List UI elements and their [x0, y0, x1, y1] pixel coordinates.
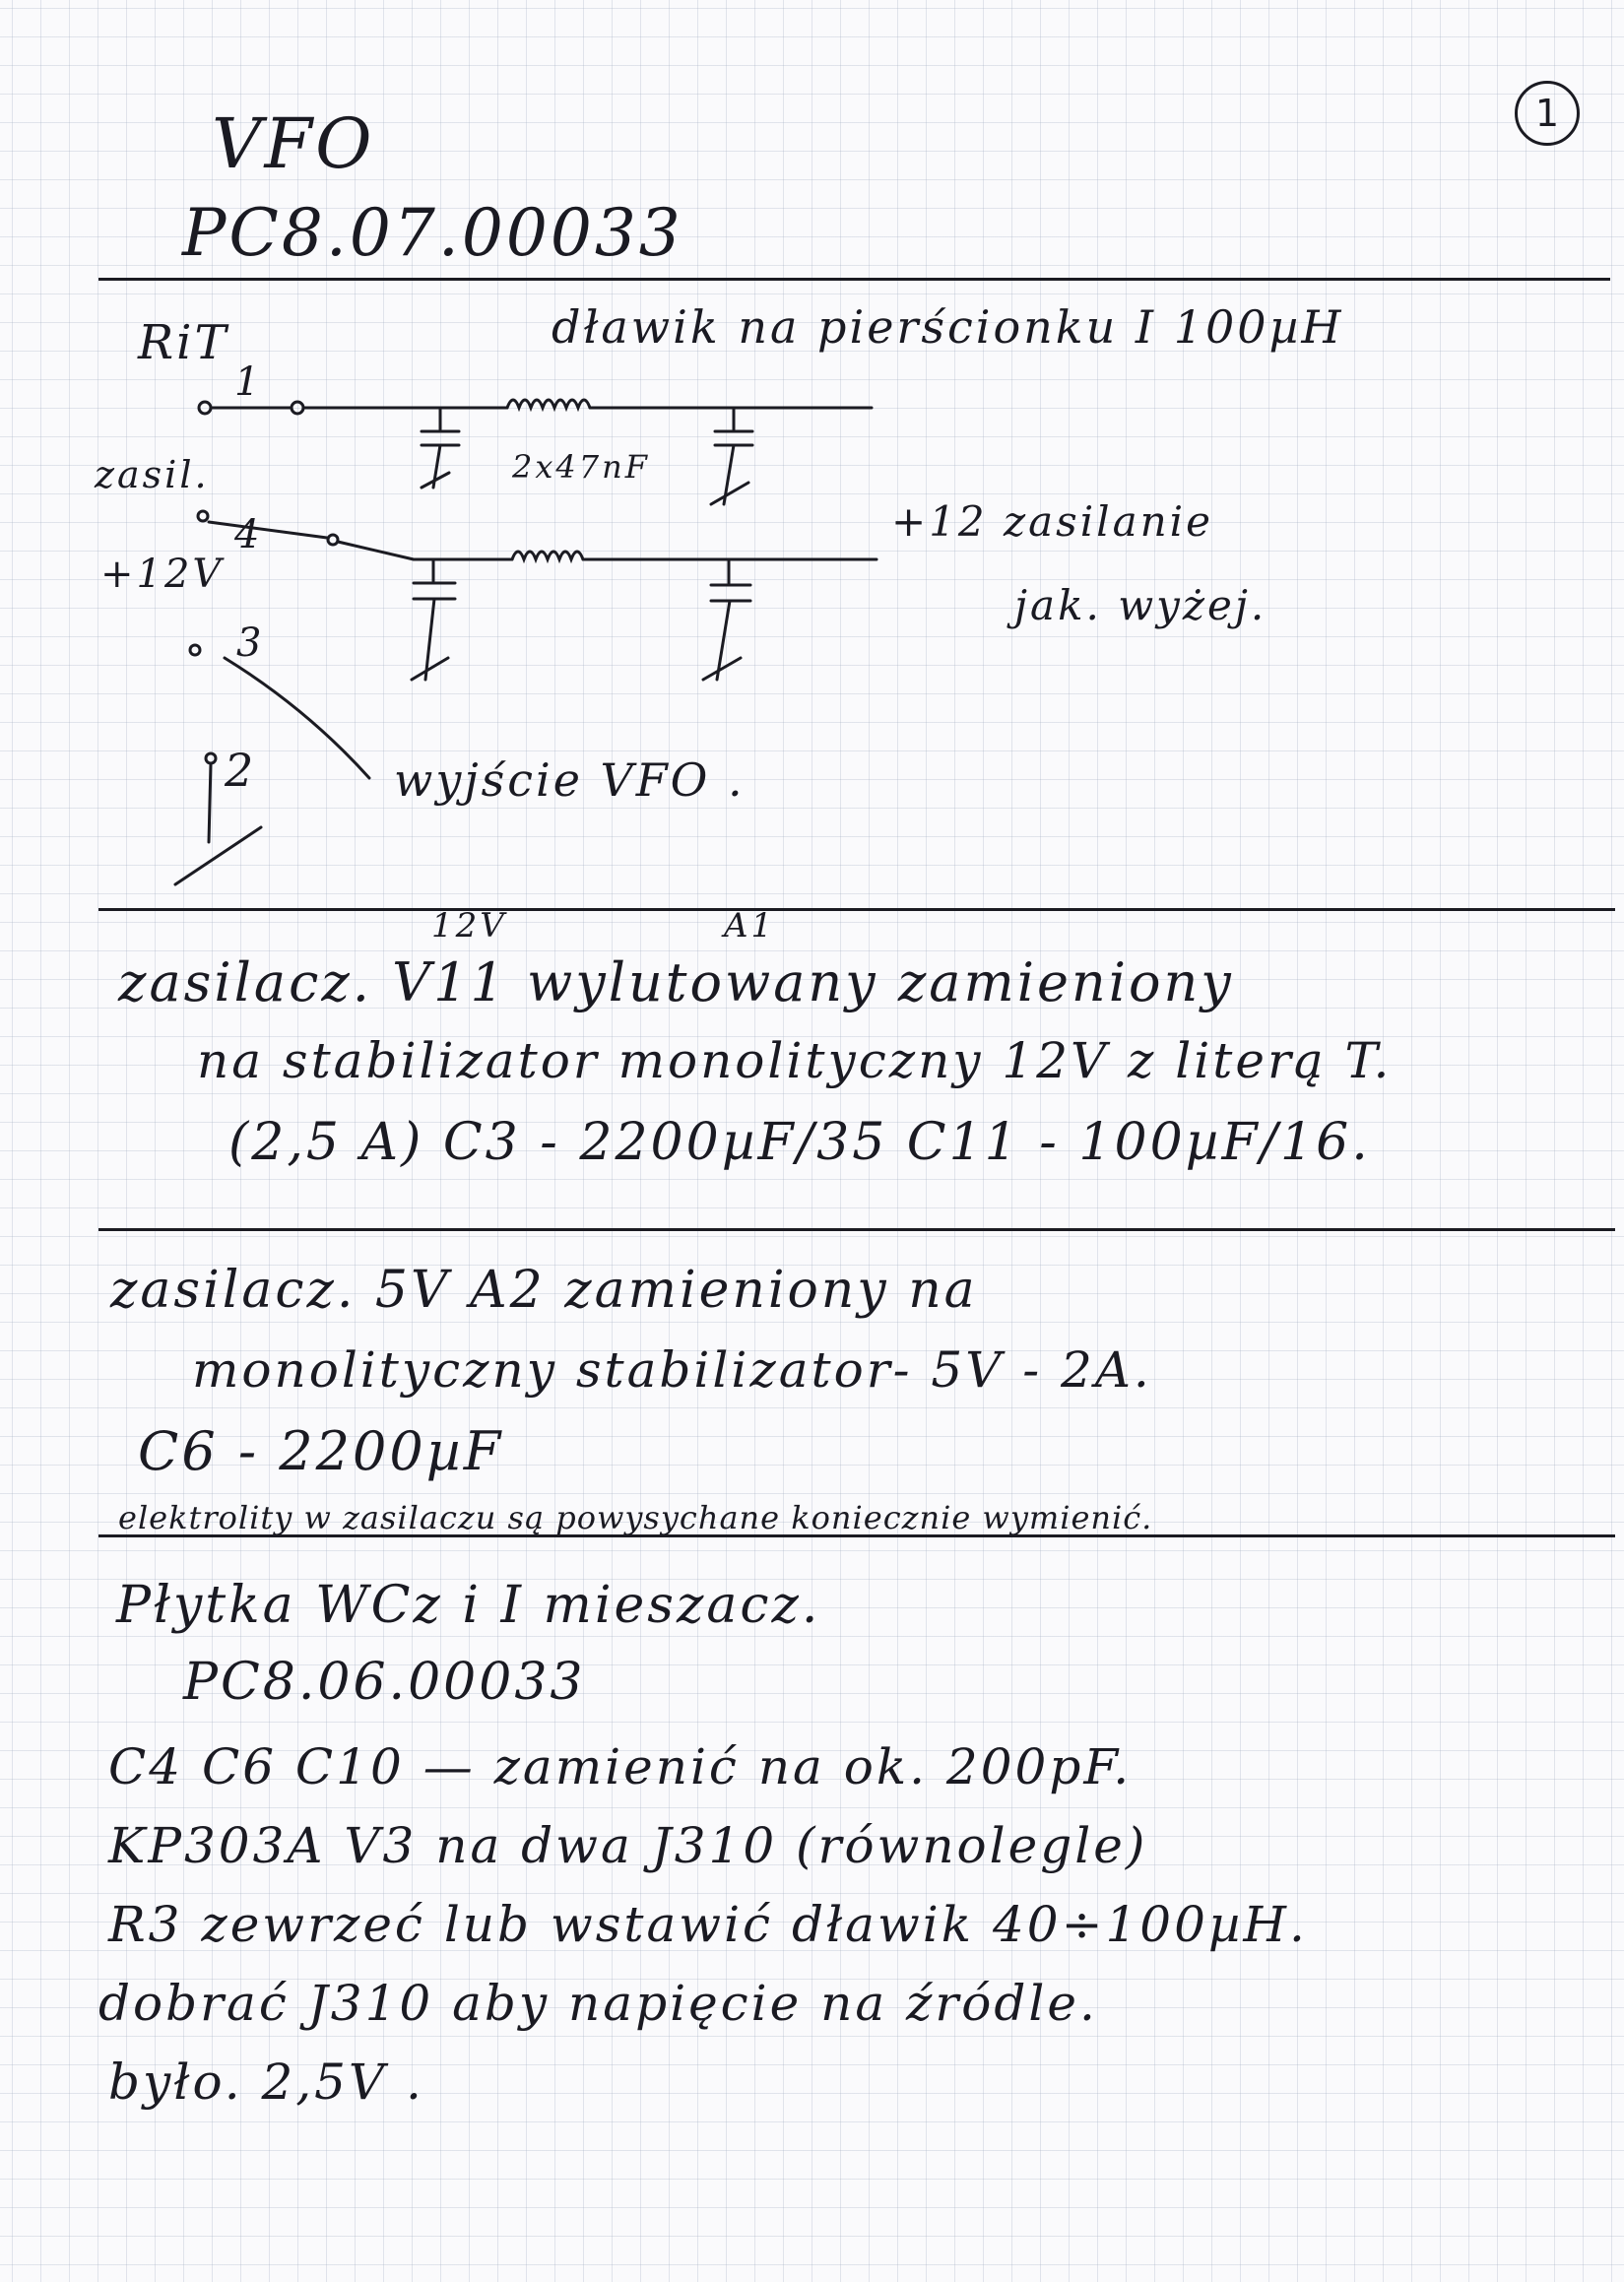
board-line-6: dobrać J310 aby napięcie na źródle.: [98, 1975, 1098, 2032]
supply5-line-2: monolityczny stabilizator- 5V - 2A.: [192, 1341, 1152, 1399]
zasil-label: zasil.: [95, 453, 210, 496]
divider: [98, 908, 1615, 911]
v12-label: +12V: [100, 552, 225, 597]
pin-1-label: 1: [234, 359, 263, 405]
board-line-4: KP303A V3 na dwa J310 (równolegle): [108, 1817, 1148, 1874]
header-title: VFO: [212, 103, 375, 184]
vfo-output-label: wyjście VFO .: [394, 753, 746, 807]
board-line-3: C4 C6 C10 — zamienić na ok. 200pF.: [108, 1738, 1133, 1795]
supply12-line-3: (2,5 A) C3 - 2200µF/35 C11 - 100µF/16.: [228, 1113, 1371, 1172]
supply12-note-a: 12V: [431, 906, 507, 945]
supply5-line-1: zasilacz. 5V A2 zamieniony na: [110, 1261, 978, 1320]
jak-wyzej-note: jak. wyżej.: [1014, 581, 1267, 629]
coil-note: dławik na pierścionku I 100µH: [552, 300, 1344, 354]
board-line-1: Płytka WCz i I mieszacz.: [116, 1576, 821, 1635]
rit-label: RiT: [138, 315, 229, 370]
cap-label: 2x47nF: [512, 448, 650, 486]
supply12-line-1: zasilacz. V11 wylutowany zamieniony: [118, 951, 1234, 1013]
divider: [98, 1228, 1615, 1231]
page-number-circle: 1: [1515, 81, 1580, 146]
board-line-7: było. 2,5V .: [108, 2054, 424, 2111]
header-code: PC8.07.00033: [182, 195, 683, 271]
supply5-note: elektrolity w zasilaczu są powysychane koniecznie wymienić.: [118, 1499, 1153, 1536]
divider: [98, 1534, 1615, 1537]
board-line-5: R3 zewrzeć lub wstawić dławik 40÷100µH.: [108, 1896, 1308, 1953]
pin-4-label: 4: [234, 512, 263, 557]
pin-2-label: 2: [225, 744, 257, 797]
board-line-2: PC8.06.00033: [183, 1653, 586, 1712]
plus12-note: +12 zasilanie: [891, 497, 1213, 546]
supply12-note-b: A1: [724, 906, 776, 945]
supply5-line-3: C6 - 2200µF: [138, 1420, 504, 1482]
supply12-line-2: na stabilizator monolityczny 12V z literą T.: [197, 1032, 1393, 1089]
pin-3-label: 3: [236, 620, 265, 666]
